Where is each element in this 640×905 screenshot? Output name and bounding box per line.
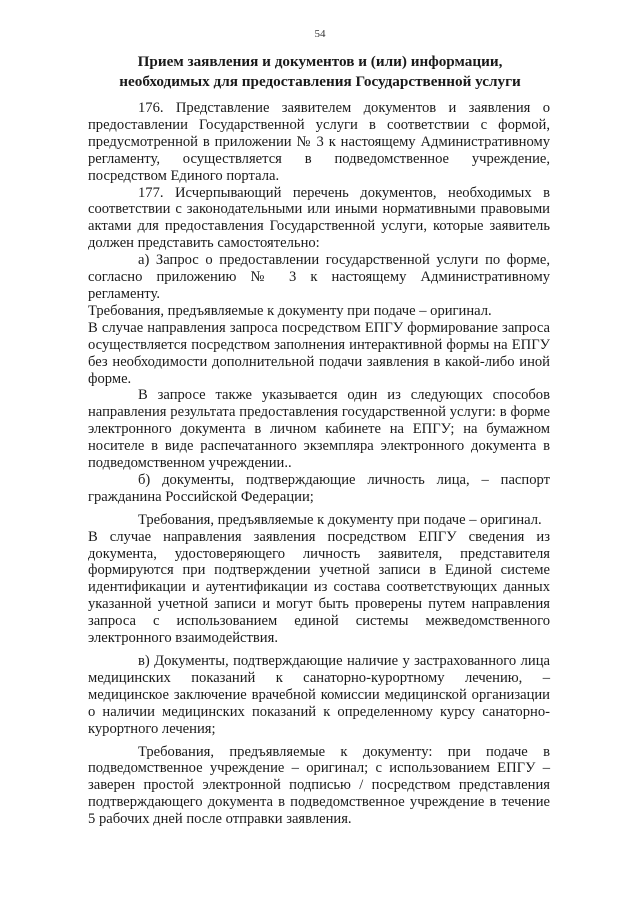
paragraph: В запросе также указывается один из следующих способов направления результата предоставления государственной услуги: в форме электронного документа в личном кабинете на ЕПГУ; на бумажном носителе в виде распечатанного экземпляра электронного документа в подведомственном учреждении.. <box>88 387 550 472</box>
heading-line-1: Прием заявления и документов и (или) информации, <box>137 53 503 70</box>
paragraph: в) Документы, подтверждающие наличие у застрахованного лица медицинских показаний к санаторно-курортному лечению, – медицинское заключение врачебной комиссии медицинской организации о наличии медицинских показаний к определенному курсу санаторно-курортного лечения; <box>88 653 550 737</box>
paragraph: 177. Исчерпывающий перечень документов, необходимых в соответствии с законодательными или иными нормативными правовыми актами для предоставления Государственной услуги, которые заявитель должен представить самостоятельно: <box>88 184 550 252</box>
paragraph: Требования, предъявляемые к документу при подаче – оригинал. <box>138 511 542 528</box>
section-heading <box>88 52 552 92</box>
paragraph: Требования, предъявляемые к документу при подаче – оригинал. <box>88 302 492 319</box>
paragraph: В случае направления заявления посредством ЕПГУ сведения из документа, удостоверяющего личность заявителя, представителя формируются при подтверждении учетной записи в Единой системе идентификации и аутентификации из состава соответствующих данных указанной учетной записи и могут быть проверены путем направления запроса с использованием единой системы межведомственного электронного взаимодействия. <box>88 528 550 647</box>
page-number: 54 <box>314 28 326 40</box>
paragraph: Требования, предъявляемые к документу: при подаче в подведомственное учреждение – оригинал; с использованием ЕПГУ – заверен простой электронной подписью / посредством представления подтверждающего документа в подведомственное учреждение в течение 5 рабочих дней после отправки заявления. <box>88 743 550 828</box>
paragraph: В случае направления запроса посредством ЕПГУ формирование запроса осуществляется посредством заполнения интерактивной формы на ЕПГУ без необходимости дополнительной подачи заявления в какой-либо иной форме. <box>88 319 550 387</box>
document-body <box>88 100 550 828</box>
paragraph: а) Запрос о предоставлении государственной услуги по форме, согласно приложению № 3 к настоящему Административному регламенту. <box>88 252 550 302</box>
paragraph: б) документы, подтверждающие личность лица, – паспорт гражданина Российской Федерации; <box>88 471 550 505</box>
paragraph: 176. Представление заявителем документов и заявления о предоставлении Государственной услуги в соответствии с формой, предусмотренной в приложении № 3 к настоящему Административному регламенту, осуществляется в подведомственное учреждение, посредством Единого портала. <box>88 100 550 184</box>
heading-line-2: необходимых для предоставления Государственной услуги <box>119 73 521 90</box>
